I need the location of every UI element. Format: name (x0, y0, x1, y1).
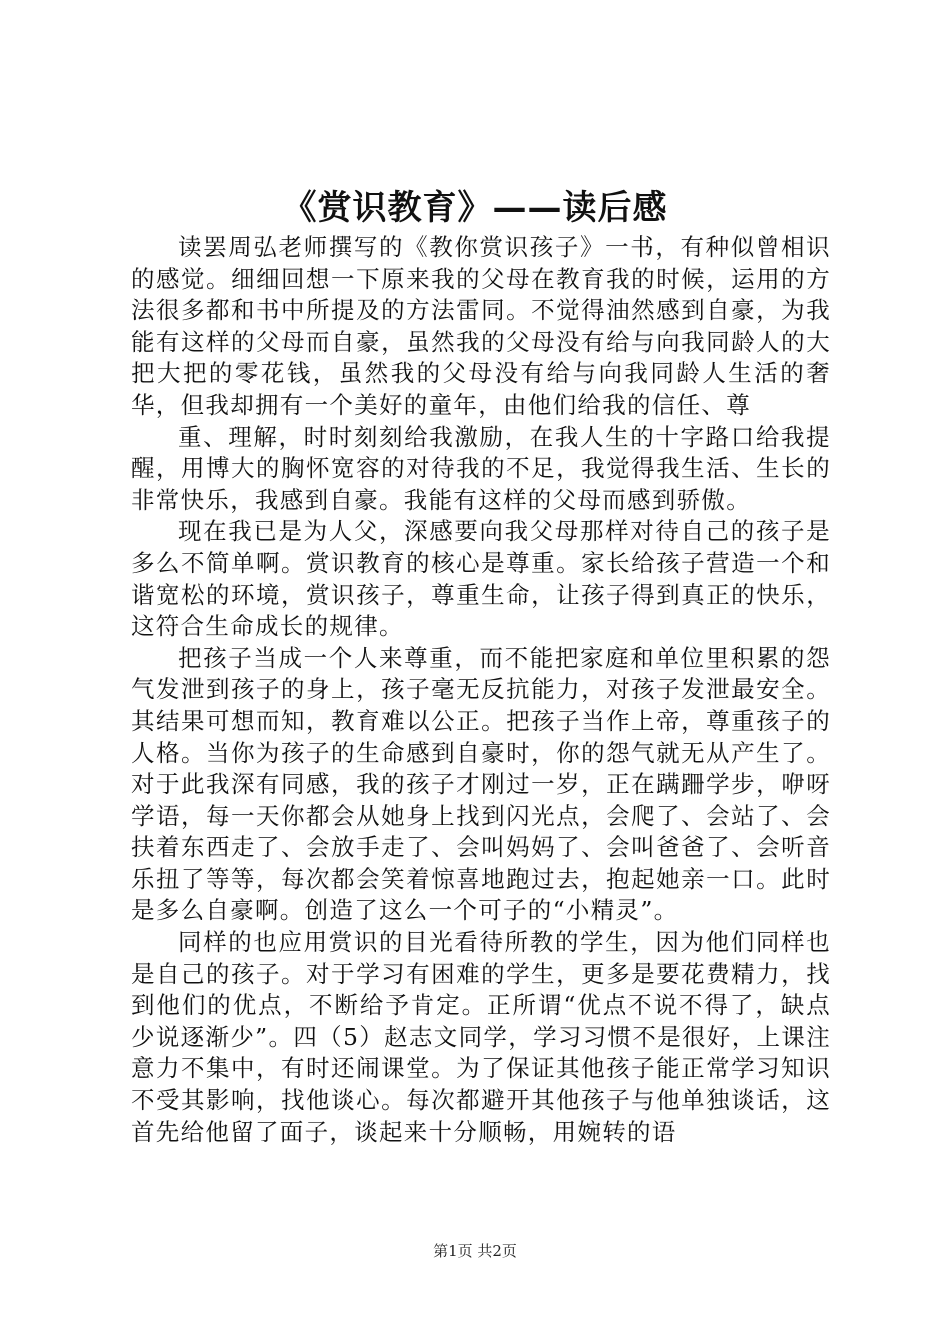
paragraph-2: 重、理解，时时刻刻给我激励，在我人生的十字路口给我提醒，用博大的胸怀宽容的对待我的不足，我觉得我生活、生长的非常快乐，我感到自豪。我能有这样的父母而感到骄傲。 (131, 422, 831, 514)
paragraph-3: 现在我已是为人父，深感要向我父母那样对待自己的孩子是多么不简单啊。赏识教育的核心是尊重。家长给孩子营造一个和谐宽松的环境，赏识孩子，尊重生命，让孩子得到真正的快乐，这符合生命成长的规律。 (131, 517, 831, 641)
document-title: 《赏识教育》——读后感 (282, 188, 668, 228)
paragraph-4: 把孩子当成一个人来尊重，而不能把家庭和单位里积累的怨气发泄到孩子的身上，孩子毫无反抗能力，对孩子发泄最安全。其结果可想而知，教育难以公正。把孩子当作上帝，尊重孩子的人格。当你为孩子的生命感到自豪时，你的怨气就无从产生了。对于此我深有同感，我的孩子才刚过一岁，正在蹒跚学步，咿呀学语，每一天你都会从她身上找到闪光点，会爬了、会站了、会扶着东西走了、会放手走了、会叫妈妈了、会叫爸爸了、会听音乐扭了等等，每次都会笑着惊喜地跑过去，抱起她亲一口。此时是多么自豪啊。创造了这么一个可子的“小精灵”。 (131, 643, 831, 925)
page-footer: 第1页 共2页 (433, 1242, 517, 1260)
paragraph-5: 同样的也应用赏识的目光看待所教的学生，因为他们同样也是自己的孩子。对于学习有困难的学生，更多是要花费精力，找到他们的优点，不断给予肯定。正所谓“优点不说不得了，缺点少说逐渐少”。四（5）赵志文同学，学习习惯不是很好，上课注意力不集中，有时还闹课堂。为了保证其他孩子能正常学习知识不受其影响，找他谈心。每次都避开其他孩子与他单独谈话，这首先给他留了面子，谈起来十分顺畅，用婉转的语 (131, 928, 831, 1146)
document-body (131, 232, 831, 1148)
paragraph-1: 读罢周弘老师撰写的《教你赏识孩子》一书，有种似曾相识的感觉。细细回想一下原来我的父母在教育我的时候，运用的方法很多都和书中所提及的方法雷同。不觉得油然感到自豪，为我能有这样的父母而自豪，虽然我的父母没有给与向我同龄人的大把大把的零花钱，虽然我的父母没有给与向我同龄人生活的奢华，但我却拥有一个美好的童年，由他们给我的信任、尊 (131, 233, 831, 419)
